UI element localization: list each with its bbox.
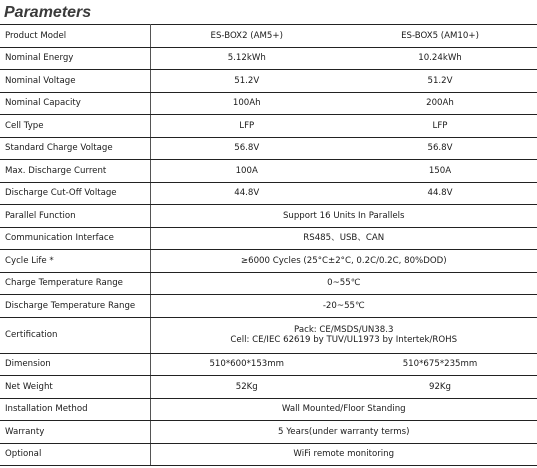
row-label: Cell Type	[0, 115, 150, 138]
row-value-1: 44.8V	[150, 182, 343, 205]
header-model-1: ES-BOX2 (AM5+)	[150, 25, 343, 48]
row-value-2: 44.8V	[343, 182, 537, 205]
row-value-1: 510*600*153mm	[150, 353, 343, 376]
row-value-2: LFP	[343, 115, 537, 138]
row-label: Standard Charge Voltage	[0, 137, 150, 160]
row-label: Max. Discharge Current	[0, 160, 150, 183]
certification-line-2: Cell: CE/IEC 62619 by TUV/UL1973 by Intertek/ROHS	[230, 335, 458, 345]
row-label: Warranty	[0, 421, 150, 444]
table-row	[0, 137, 537, 160]
table-row	[0, 227, 537, 250]
row-value-span: Wall Mounted/Floor Standing	[150, 398, 537, 421]
table-row	[0, 70, 537, 93]
table-row	[0, 295, 537, 318]
row-label: Discharge Cut-Off Voltage	[0, 182, 150, 205]
row-value-1: 100Ah	[150, 92, 343, 115]
row-value-2: 150A	[343, 160, 537, 183]
table-row	[0, 398, 537, 421]
row-value-span: -20~55℃	[150, 295, 537, 318]
table-row	[0, 443, 537, 466]
row-label: Certification	[0, 317, 150, 353]
table-row	[0, 92, 537, 115]
table-row	[0, 421, 537, 444]
row-label: Nominal Voltage	[0, 70, 150, 93]
row-value-1: 56.8V	[150, 137, 343, 160]
row-value-2: 510*675*235mm	[343, 353, 537, 376]
table-row	[0, 115, 537, 138]
certification-line-1: Pack: CE/MSDS/UN38.3	[294, 325, 394, 335]
row-value-2: 92Kg	[343, 376, 537, 399]
row-value-2: 56.8V	[343, 137, 537, 160]
parameters-table	[0, 24, 537, 466]
row-value-span: WiFi remote monitoring	[150, 443, 537, 466]
row-label: Nominal Energy	[0, 47, 150, 70]
page-title: Parameters	[4, 4, 92, 21]
row-value-span: Support 16 Units In Parallels	[150, 205, 537, 228]
row-label: Installation Method	[0, 398, 150, 421]
row-label: Optional	[0, 443, 150, 466]
row-value-1: 51.2V	[150, 70, 343, 93]
row-label: Net Weight	[0, 376, 150, 399]
row-value-1: 100A	[150, 160, 343, 183]
row-value-span: 0~55℃	[150, 272, 537, 295]
row-value-1: 5.12kWh	[150, 47, 343, 70]
table-row	[0, 182, 537, 205]
row-label: Charge Temperature Range	[0, 272, 150, 295]
table-header-row	[0, 25, 537, 48]
row-value-2: 10.24kWh	[343, 47, 537, 70]
row-value-span: RS485、USB、CAN	[150, 227, 537, 250]
table-row	[0, 47, 537, 70]
row-value-span	[150, 317, 537, 353]
table-row	[0, 205, 537, 228]
table-row	[0, 353, 537, 376]
table-row	[0, 317, 537, 353]
table-row	[0, 376, 537, 399]
row-value-2: 51.2V	[343, 70, 537, 93]
row-label: Discharge Temperature Range	[0, 295, 150, 318]
header-product-model: Product Model	[0, 25, 150, 48]
row-value-1: LFP	[150, 115, 343, 138]
row-value-span: 5 Years(under warranty terms)	[150, 421, 537, 444]
row-value-1: 52Kg	[150, 376, 343, 399]
row-label: Nominal Capacity	[0, 92, 150, 115]
row-label: Communication Interface	[0, 227, 150, 250]
row-label: Dimension	[0, 353, 150, 376]
row-value-span: ≥6000 Cycles (25°C±2°C, 0.2C/0.2C, 80%DOD)	[150, 250, 537, 273]
row-label: Parallel Function	[0, 205, 150, 228]
row-value-2: 200Ah	[343, 92, 537, 115]
header-model-2: ES-BOX5 (AM10+)	[343, 25, 537, 48]
row-label: Cycle Life *	[0, 250, 150, 273]
table-row	[0, 250, 537, 273]
table-row	[0, 272, 537, 295]
table-row	[0, 160, 537, 183]
